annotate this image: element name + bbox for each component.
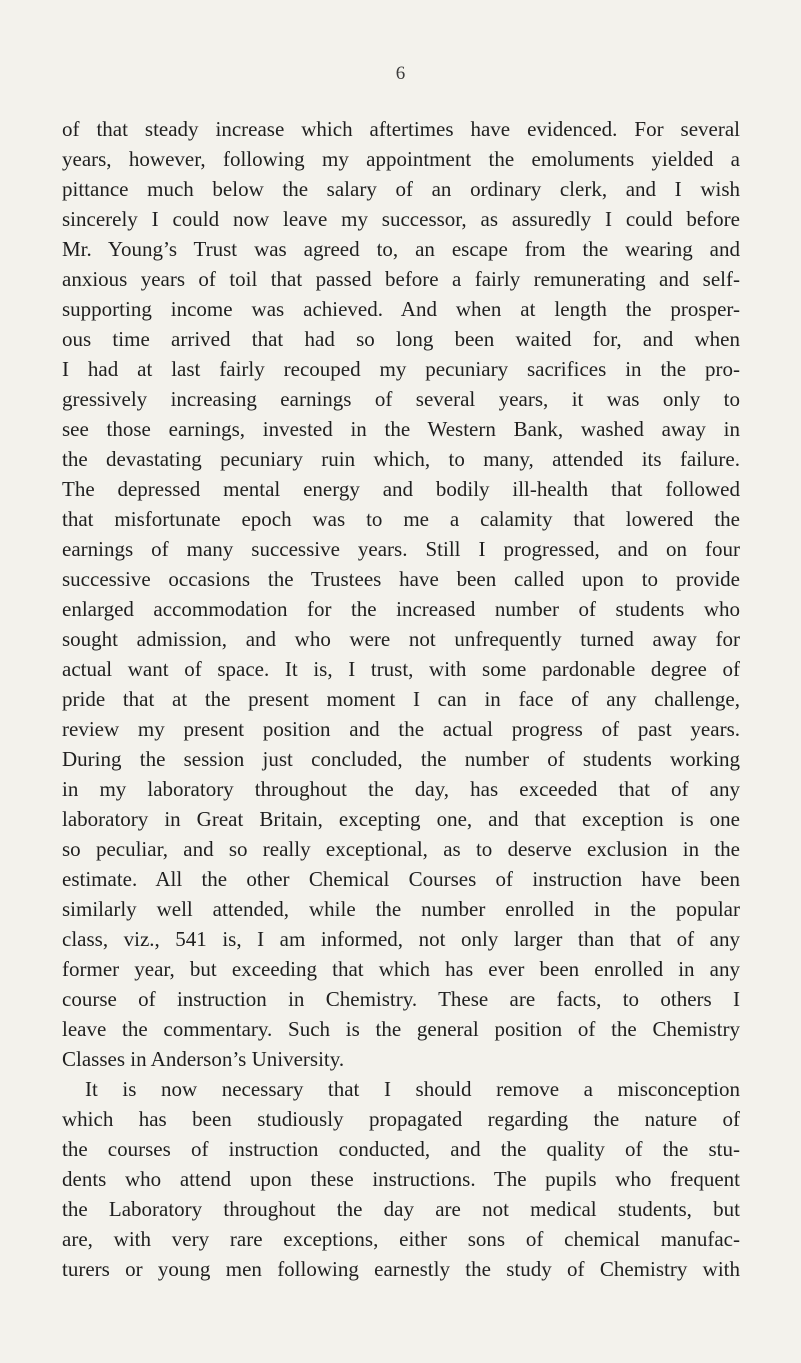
- text-line: so peculiar, and so really exceptional, as to deserve exclusion in the: [62, 837, 740, 861]
- text-line: sincerely I could now leave my successor, as assuredly I could before: [62, 207, 740, 231]
- text-line: leave the commentary. Such is the general position of the Chemistry: [62, 1017, 740, 1041]
- text-line: turers or young men following earnestly the study of Chemistry with: [62, 1257, 740, 1281]
- text-line: During the session just concluded, the number of students working: [62, 747, 740, 771]
- text-line: years, however, following my appointment the emoluments yielded a: [62, 147, 740, 171]
- text-line: sought admission, and who were not unfrequently turned away for: [62, 627, 740, 651]
- text-line: gressively increasing earnings of several years, it was only to: [62, 387, 740, 411]
- text-line: the devastating pecuniary ruin which, to many, attended its failure.: [62, 447, 740, 471]
- text-line: dents who attend upon these instructions. The pupils who frequent: [62, 1167, 740, 1191]
- text-line: anxious years of toil that passed before a fairly remunerating and self-: [62, 267, 740, 291]
- text-line: which has been studiously propagated regarding the nature of: [62, 1107, 740, 1131]
- text-line: course of instruction in Chemistry. These are facts, to others I: [62, 987, 740, 1011]
- text-line: the courses of instruction conducted, and the quality of the stu-: [62, 1137, 740, 1161]
- text-line: The depressed mental energy and bodily ill-health that followed: [62, 477, 740, 501]
- paragraph-end-line: Classes in Anderson’s University.: [62, 1047, 345, 1071]
- text-line: actual want of space. It is, I trust, with some pardonable degree of: [62, 657, 740, 681]
- text-line: pittance much below the salary of an ordinary clerk, and I wish: [62, 177, 740, 201]
- text-line: Mr. Young’s Trust was agreed to, an escape from the wearing and: [62, 237, 740, 261]
- text-line: are, with very rare exceptions, either sons of chemical manufac-: [62, 1227, 740, 1251]
- text-line: laboratory in Great Britain, excepting one, and that exception is one: [62, 807, 740, 831]
- text-line: enlarged accommodation for the increased number of students who: [62, 597, 740, 621]
- text-line: see those earnings, invested in the Western Bank, washed away in: [62, 417, 740, 441]
- body-text: [62, 114, 740, 1284]
- page-number: 6: [395, 63, 406, 84]
- text-line: class, viz., 541 is, I am informed, not only larger than that of any: [62, 927, 740, 951]
- text-line: that misfortunate epoch was to me a calamity that lowered the: [62, 507, 740, 531]
- text-line: estimate. All the other Chemical Courses of instruction have been: [62, 867, 740, 891]
- text-line: similarly well attended, while the number enrolled in the popular: [62, 897, 740, 921]
- text-line: review my present position and the actual progress of past years.: [62, 717, 740, 741]
- text-line: of that steady increase which aftertimes have evidenced. For several: [62, 117, 740, 141]
- text-line: successive occasions the Trustees have been called upon to provide: [62, 567, 740, 591]
- text-line: ous time arrived that had so long been waited for, and when: [62, 327, 740, 351]
- text-line: pride that at the present moment I can in face of any challenge,: [62, 687, 740, 711]
- paragraph-start-line: It is now necessary that I should remove a misconception: [85, 1077, 740, 1101]
- text-line: former year, but exceeding that which has ever been enrolled in any: [62, 957, 740, 981]
- text-line: earnings of many successive years. Still I progressed, and on four: [62, 537, 740, 561]
- text-line: in my laboratory throughout the day, has exceeded that of any: [62, 777, 740, 801]
- text-line: I had at last fairly recouped my pecuniary sacrifices in the pro-: [62, 357, 740, 381]
- text-line: supporting income was achieved. And when at length the prosper-: [62, 297, 740, 321]
- text-line: the Laboratory throughout the day are not medical students, but: [62, 1197, 740, 1221]
